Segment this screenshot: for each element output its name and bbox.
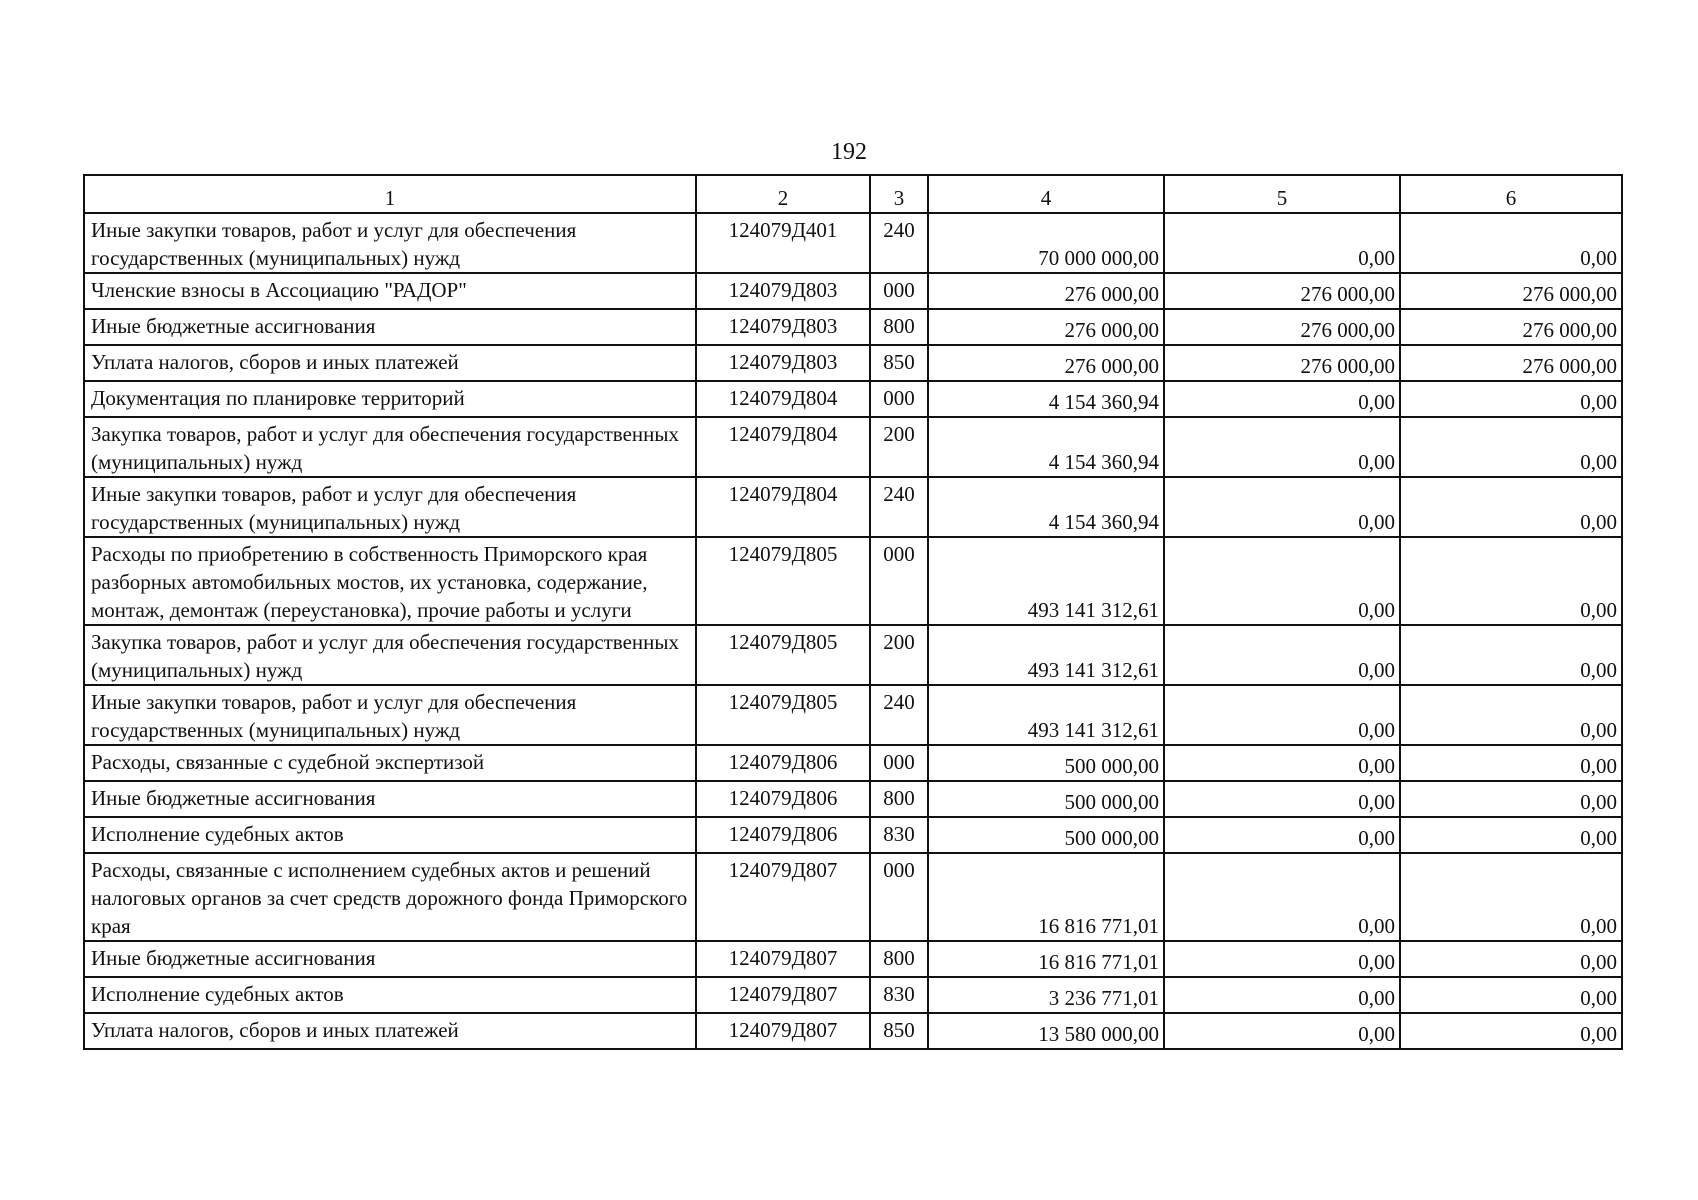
row-amount-col4: 3 236 771,01	[928, 977, 1164, 1013]
row-target-code: 124079Д807	[696, 853, 870, 941]
row-expense-type: 800	[870, 781, 928, 817]
row-target-code: 124079Д401	[696, 213, 870, 273]
table-row	[84, 941, 1622, 977]
table-row	[84, 1013, 1622, 1049]
row-expense-type: 240	[870, 685, 928, 745]
row-amount-col6: 0,00	[1400, 417, 1622, 477]
row-target-code: 124079Д806	[696, 745, 870, 781]
row-amount-col6: 0,00	[1400, 745, 1622, 781]
row-expense-type: 000	[870, 381, 928, 417]
row-expense-type: 800	[870, 941, 928, 977]
row-amount-col5: 0,00	[1164, 685, 1400, 745]
table-row	[84, 977, 1622, 1013]
row-amount-col4: 70 000 000,00	[928, 213, 1164, 273]
table-row	[84, 625, 1622, 685]
row-amount-col4: 276 000,00	[928, 309, 1164, 345]
row-target-code: 124079Д803	[696, 309, 870, 345]
table-row	[84, 273, 1622, 309]
row-amount-col6: 0,00	[1400, 781, 1622, 817]
row-amount-col4: 16 816 771,01	[928, 941, 1164, 977]
row-amount-col5: 0,00	[1164, 213, 1400, 273]
row-amount-col5: 0,00	[1164, 977, 1400, 1013]
table-row	[84, 345, 1622, 381]
table-row	[84, 685, 1622, 745]
row-target-code: 124079Д806	[696, 817, 870, 853]
header-row	[84, 175, 1622, 213]
row-amount-col4: 500 000,00	[928, 745, 1164, 781]
row-expense-type: 830	[870, 977, 928, 1013]
row-amount-col5: 0,00	[1164, 781, 1400, 817]
row-description: Расходы по приобретению в собственность Приморского края разборных автомобильных мостов, их установка, содержание, монтаж, демонтаж (переустановка), прочие работы и услуги	[84, 537, 696, 625]
table-row	[84, 817, 1622, 853]
row-description: Расходы, связанные с исполнением судебных актов и решений налоговых органов за счет средств дорожного фонда Приморского края	[84, 853, 696, 941]
row-amount-col6: 0,00	[1400, 625, 1622, 685]
row-amount-col6: 0,00	[1400, 977, 1622, 1013]
row-description: Закупка товаров, работ и услуг для обеспечения государственных (муниципальных) нужд	[84, 417, 696, 477]
row-amount-col5: 0,00	[1164, 745, 1400, 781]
row-amount-col5: 0,00	[1164, 941, 1400, 977]
row-target-code: 124079Д807	[696, 941, 870, 977]
header-cell-2: 2	[696, 175, 870, 213]
row-description: Исполнение судебных актов	[84, 977, 696, 1013]
row-target-code: 124079Д806	[696, 781, 870, 817]
row-amount-col4: 500 000,00	[928, 817, 1164, 853]
row-amount-col6: 0,00	[1400, 853, 1622, 941]
row-amount-col6: 0,00	[1400, 477, 1622, 537]
row-target-code: 124079Д804	[696, 381, 870, 417]
row-amount-col5: 0,00	[1164, 817, 1400, 853]
table-row	[84, 537, 1622, 625]
row-target-code: 124079Д805	[696, 537, 870, 625]
header-cell-6: 6	[1400, 175, 1622, 213]
table-row	[84, 477, 1622, 537]
row-target-code: 124079Д803	[696, 345, 870, 381]
row-amount-col4: 4 154 360,94	[928, 417, 1164, 477]
row-amount-col4: 16 816 771,01	[928, 853, 1164, 941]
row-amount-col5: 0,00	[1164, 417, 1400, 477]
header-cell-1: 1	[84, 175, 696, 213]
row-target-code: 124079Д805	[696, 625, 870, 685]
row-amount-col6: 0,00	[1400, 941, 1622, 977]
row-expense-type: 000	[870, 853, 928, 941]
row-expense-type: 000	[870, 537, 928, 625]
table-row	[84, 417, 1622, 477]
row-expense-type: 850	[870, 1013, 928, 1049]
row-expense-type: 800	[870, 309, 928, 345]
row-amount-col4: 493 141 312,61	[928, 685, 1164, 745]
budget-table	[83, 174, 1623, 1050]
row-amount-col5: 0,00	[1164, 853, 1400, 941]
row-expense-type: 000	[870, 745, 928, 781]
row-amount-col6: 0,00	[1400, 537, 1622, 625]
row-amount-col6: 0,00	[1400, 381, 1622, 417]
row-amount-col5: 0,00	[1164, 1013, 1400, 1049]
row-target-code: 124079Д804	[696, 417, 870, 477]
row-target-code: 124079Д807	[696, 1013, 870, 1049]
row-amount-col4: 493 141 312,61	[928, 625, 1164, 685]
header-cell-3: 3	[870, 175, 928, 213]
row-amount-col4: 493 141 312,61	[928, 537, 1164, 625]
row-description: Закупка товаров, работ и услуг для обеспечения государственных (муниципальных) нужд	[84, 625, 696, 685]
row-description: Иные закупки товаров, работ и услуг для обеспечения государственных (муниципальных) нужд	[84, 213, 696, 273]
row-amount-col5: 0,00	[1164, 477, 1400, 537]
table-row	[84, 213, 1622, 273]
row-description: Иные бюджетные ассигнования	[84, 941, 696, 977]
row-description: Уплата налогов, сборов и иных платежей	[84, 1013, 696, 1049]
row-expense-type: 200	[870, 417, 928, 477]
row-amount-col4: 500 000,00	[928, 781, 1164, 817]
table-body	[84, 213, 1622, 1049]
row-amount-col5: 276 000,00	[1164, 273, 1400, 309]
table-row	[84, 781, 1622, 817]
row-amount-col4: 4 154 360,94	[928, 381, 1164, 417]
row-target-code: 124079Д804	[696, 477, 870, 537]
row-amount-col6: 0,00	[1400, 817, 1622, 853]
table-row	[84, 853, 1622, 941]
row-description: Иные закупки товаров, работ и услуг для обеспечения государственных (муниципальных) нужд	[84, 477, 696, 537]
row-expense-type: 000	[870, 273, 928, 309]
row-expense-type: 240	[870, 213, 928, 273]
page-number: 192	[831, 139, 867, 165]
header-cell-5: 5	[1164, 175, 1400, 213]
table-row	[84, 309, 1622, 345]
row-expense-type: 200	[870, 625, 928, 685]
row-amount-col6: 0,00	[1400, 685, 1622, 745]
header-cell-4: 4	[928, 175, 1164, 213]
row-description: Членские взносы в Ассоциацию "РАДОР"	[84, 273, 696, 309]
row-description: Иные бюджетные ассигнования	[84, 309, 696, 345]
row-target-code: 124079Д807	[696, 977, 870, 1013]
row-amount-col6: 0,00	[1400, 1013, 1622, 1049]
row-amount-col5: 0,00	[1164, 381, 1400, 417]
row-expense-type: 240	[870, 477, 928, 537]
row-amount-col4: 4 154 360,94	[928, 477, 1164, 537]
row-amount-col6: 276 000,00	[1400, 309, 1622, 345]
row-amount-col4: 13 580 000,00	[928, 1013, 1164, 1049]
row-amount-col5: 276 000,00	[1164, 345, 1400, 381]
row-amount-col5: 276 000,00	[1164, 309, 1400, 345]
row-target-code: 124079Д805	[696, 685, 870, 745]
row-description: Документация по планировке территорий	[84, 381, 696, 417]
row-amount-col5: 0,00	[1164, 537, 1400, 625]
row-amount-col6: 0,00	[1400, 213, 1622, 273]
row-description: Уплата налогов, сборов и иных платежей	[84, 345, 696, 381]
row-amount-col6: 276 000,00	[1400, 273, 1622, 309]
row-expense-type: 850	[870, 345, 928, 381]
row-description: Иные бюджетные ассигнования	[84, 781, 696, 817]
table-row	[84, 381, 1622, 417]
row-amount-col6: 276 000,00	[1400, 345, 1622, 381]
row-amount-col4: 276 000,00	[928, 345, 1164, 381]
row-description: Иные закупки товаров, работ и услуг для обеспечения государственных (муниципальных) нужд	[84, 685, 696, 745]
row-amount-col4: 276 000,00	[928, 273, 1164, 309]
row-expense-type: 830	[870, 817, 928, 853]
row-description: Исполнение судебных актов	[84, 817, 696, 853]
row-description: Расходы, связанные с судебной экспертизой	[84, 745, 696, 781]
row-target-code: 124079Д803	[696, 273, 870, 309]
table-row	[84, 745, 1622, 781]
row-amount-col5: 0,00	[1164, 625, 1400, 685]
